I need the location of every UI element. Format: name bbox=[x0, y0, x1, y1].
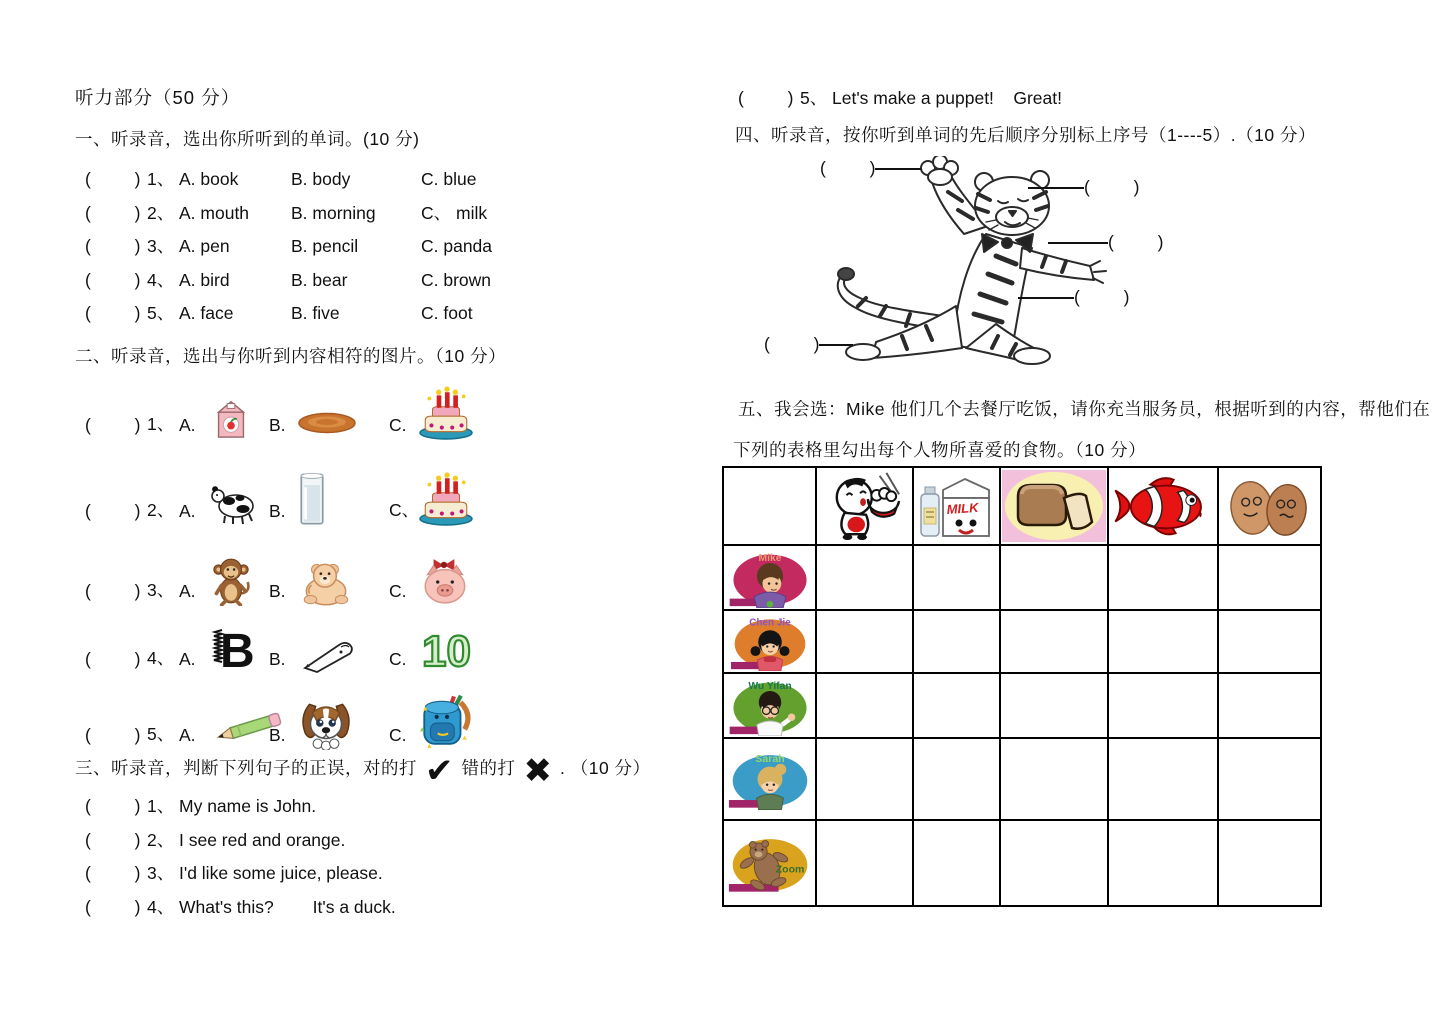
character-row-zoom bbox=[723, 820, 1321, 906]
answer-bracket: ( ) bbox=[85, 501, 141, 521]
option-b: B. pencil bbox=[291, 236, 359, 257]
item-number: 1、 bbox=[147, 796, 175, 816]
answer-bracket: ( ) bbox=[85, 303, 141, 324]
pointer-line bbox=[1048, 242, 1108, 244]
option-b: B. morning bbox=[291, 202, 376, 223]
birthday-cake-icon bbox=[419, 472, 473, 526]
option-a: A. pen bbox=[179, 236, 230, 257]
option-a: A. mouth bbox=[179, 202, 250, 223]
item-number: 3、 bbox=[147, 236, 175, 257]
food-fish-cell bbox=[1108, 467, 1218, 545]
svg-text:B: B bbox=[220, 625, 255, 674]
bear-icon bbox=[297, 560, 355, 606]
sentence: I see red and orange. bbox=[179, 829, 346, 850]
part3-item bbox=[85, 790, 685, 824]
answer-cell bbox=[1108, 545, 1218, 610]
part4-tiger-figure bbox=[760, 156, 1180, 396]
answer-cell bbox=[1108, 820, 1218, 906]
answer-bracket: ( ) bbox=[1108, 232, 1164, 252]
part1-item bbox=[85, 264, 685, 298]
answer-bracket: ( ) bbox=[1084, 177, 1140, 197]
answer-cell bbox=[816, 673, 913, 738]
tiger-blank-body bbox=[1018, 287, 1129, 308]
answer-cell bbox=[816, 738, 913, 820]
fish-icon bbox=[1111, 471, 1215, 541]
answer-cell bbox=[1000, 673, 1108, 738]
option-a-label: A. bbox=[179, 415, 196, 435]
tiger-blank-arm bbox=[1048, 232, 1163, 253]
option-a-label: A. bbox=[179, 649, 196, 669]
part2-heading: 二、听录音，选出与你听到内容相符的图片。（10 分） bbox=[75, 346, 507, 366]
option-c: C、 milk bbox=[421, 202, 488, 223]
answer-cell bbox=[1218, 738, 1321, 820]
answer-cell bbox=[1218, 673, 1321, 738]
part2-item bbox=[85, 364, 685, 442]
item-number: 2、 bbox=[147, 500, 175, 520]
item-number: 1、 bbox=[147, 169, 175, 189]
svg-text:10: 10 bbox=[422, 627, 471, 674]
cross-icon: ✖ bbox=[523, 752, 552, 790]
svg-text:MILK: MILK bbox=[945, 499, 979, 517]
part1-item bbox=[85, 230, 685, 264]
answer-bracket: ( ) bbox=[738, 88, 794, 108]
part5-heading-line1: 五、我会选：Mike 他们几个去餐厅吃饭，请你充当服务员，根据听到的内容，帮他们在 bbox=[738, 399, 1431, 419]
part1-items bbox=[85, 163, 685, 331]
section-title: 听力部分（50 分） bbox=[75, 87, 241, 108]
item-number: 2、 bbox=[147, 829, 175, 850]
option-a-label: A. bbox=[179, 581, 196, 601]
zoom-avatar bbox=[727, 824, 813, 902]
pig-icon bbox=[419, 556, 471, 606]
item-number: 2、 bbox=[147, 202, 175, 223]
answer-cell bbox=[1108, 610, 1218, 673]
answer-cell bbox=[816, 820, 913, 906]
svg-text:Wu Yifan: Wu Yifan bbox=[747, 680, 792, 692]
part1-item bbox=[85, 197, 685, 231]
food-rice-cell bbox=[816, 467, 913, 545]
milk-icon bbox=[917, 470, 997, 542]
option-c-label: C. bbox=[389, 415, 407, 435]
part2-item bbox=[85, 676, 685, 752]
part3-heading bbox=[75, 750, 715, 790]
option-b: B. five bbox=[291, 303, 340, 324]
answer-cell bbox=[913, 820, 1000, 906]
option-c-label: C. bbox=[389, 649, 407, 669]
tiger-blank-foot bbox=[764, 334, 853, 355]
sentence: I'd like some juice, please. bbox=[179, 863, 383, 884]
answer-cell bbox=[913, 673, 1000, 738]
answer-bracket: ( ) bbox=[85, 169, 141, 189]
answer-bracket: ( ) bbox=[1074, 287, 1130, 307]
option-c: C. blue bbox=[421, 169, 477, 189]
option-b-label: B. bbox=[269, 415, 286, 435]
answer-bracket: ( ) bbox=[85, 202, 141, 223]
character-row-wuyifan bbox=[723, 673, 1321, 738]
part5-heading-line2: 下列的表格里勾出每个人物所喜爱的食物。（10 分） bbox=[733, 440, 1147, 460]
answer-bracket: ( ) bbox=[85, 236, 141, 257]
answer-cell bbox=[913, 545, 1000, 610]
character-chenjie-cell bbox=[723, 610, 816, 673]
answer-cell bbox=[1108, 738, 1218, 820]
backpack-icon bbox=[419, 692, 473, 750]
character-row-sarah bbox=[723, 738, 1321, 820]
option-b: B. bear bbox=[291, 269, 348, 290]
part3-items bbox=[85, 790, 685, 924]
rice-icon bbox=[821, 470, 909, 542]
character-row-mike bbox=[723, 545, 1321, 610]
answer-cell bbox=[913, 738, 1000, 820]
tiger-blank-head bbox=[1028, 177, 1139, 198]
part3-item-5 bbox=[738, 82, 1378, 116]
option-b-label: B. bbox=[269, 725, 286, 745]
option-a-label: A. bbox=[179, 501, 196, 521]
answer-cell bbox=[1000, 820, 1108, 906]
answer-bracket: ( ) bbox=[85, 896, 141, 917]
character-row-chenjie bbox=[723, 610, 1321, 673]
option-c-label: C. bbox=[389, 581, 407, 601]
item-number: 3、 bbox=[147, 580, 175, 600]
pointer-line bbox=[875, 168, 921, 170]
option-b: B. body bbox=[291, 169, 351, 189]
item-number: 1、 bbox=[147, 414, 175, 434]
option-b-label: B. bbox=[269, 649, 286, 669]
item-number: 5、 bbox=[147, 303, 175, 324]
part3-heading-post: . （10 分） bbox=[560, 757, 651, 778]
bread-icon bbox=[1002, 470, 1106, 542]
character-sarah-cell bbox=[723, 738, 816, 820]
part1-item bbox=[85, 163, 685, 197]
answer-bracket: ( ) bbox=[85, 415, 141, 435]
option-c: C. foot bbox=[421, 303, 473, 324]
answer-bracket: ( ) bbox=[85, 269, 141, 290]
cow-icon bbox=[209, 482, 259, 526]
answer-cell bbox=[816, 545, 913, 610]
answer-bracket: ( ) bbox=[85, 796, 141, 816]
pointer-line bbox=[819, 344, 853, 346]
wu-yifan-avatar bbox=[727, 676, 813, 736]
svg-text:Zoom: Zoom bbox=[775, 863, 804, 876]
item-number: 5、 bbox=[800, 88, 828, 108]
part4-heading: 四、听录音，按你听到单词的先后顺序分别标上序号（1----5）.（10 分） bbox=[735, 125, 1316, 145]
option-a: A. face bbox=[179, 303, 234, 324]
letter-b-icon bbox=[209, 622, 255, 674]
food-bread-cell bbox=[1000, 467, 1108, 545]
pointer-line bbox=[1018, 297, 1074, 299]
item-number: 4、 bbox=[147, 269, 175, 290]
answer-cell bbox=[1000, 610, 1108, 673]
answer-cell bbox=[816, 610, 913, 673]
svg-text:Mike: Mike bbox=[758, 552, 781, 564]
part3-item bbox=[85, 857, 685, 891]
svg-text:Sarah: Sarah bbox=[754, 752, 785, 765]
milk-carton-icon bbox=[209, 394, 253, 440]
item-number: 3、 bbox=[147, 863, 175, 884]
option-c: C. panda bbox=[421, 236, 493, 257]
birthday-cake-icon bbox=[419, 386, 473, 440]
item-number: 4、 bbox=[147, 896, 175, 917]
option-a: A. book bbox=[179, 169, 239, 189]
chen-jie-avatar bbox=[727, 613, 813, 671]
answer-cell bbox=[913, 610, 1000, 673]
answer-bracket: ( ) bbox=[85, 829, 141, 850]
mike-avatar bbox=[727, 548, 813, 608]
pointer-line bbox=[1028, 187, 1084, 189]
part2-item bbox=[85, 442, 685, 528]
plate-icon bbox=[297, 412, 357, 434]
sarah-avatar bbox=[727, 742, 813, 816]
tiger-blank-hand bbox=[820, 158, 921, 179]
part2-item bbox=[85, 608, 685, 676]
answer-bracket: ( ) bbox=[85, 725, 141, 745]
answer-cell bbox=[1218, 545, 1321, 610]
answer-cell bbox=[1108, 673, 1218, 738]
pen-icon bbox=[297, 636, 363, 674]
part3-item bbox=[85, 891, 685, 925]
monkey-icon bbox=[209, 556, 253, 606]
sentence: Let's make a puppet! Great! bbox=[832, 88, 1062, 108]
part3-heading-pre: 三、听录音，判断下列句子的正误，对的打 bbox=[75, 757, 417, 778]
answer-cell bbox=[1000, 738, 1108, 820]
svg-text:Chen Jie: Chen Jie bbox=[748, 617, 791, 629]
answer-bracket: ( ) bbox=[820, 158, 876, 178]
part1-item bbox=[85, 297, 685, 331]
option-c-label: C. bbox=[389, 725, 407, 745]
part3-heading-mid: 错的打 bbox=[461, 757, 516, 778]
number-ten-icon bbox=[419, 626, 475, 674]
option-a: A. bird bbox=[179, 269, 230, 290]
item-number: 5、 bbox=[147, 724, 175, 744]
food-preference-table bbox=[722, 466, 1322, 907]
character-mike-cell bbox=[723, 545, 816, 610]
option-a-label: A. bbox=[179, 725, 196, 745]
answer-cell bbox=[1000, 545, 1108, 610]
item-number: 4、 bbox=[147, 648, 175, 668]
answer-bracket: ( ) bbox=[85, 581, 141, 601]
sentence: What's this? It's a duck. bbox=[179, 896, 396, 917]
character-wuyifan-cell bbox=[723, 673, 816, 738]
part3-item bbox=[85, 824, 685, 858]
corner-cell bbox=[723, 467, 816, 545]
part2-items bbox=[85, 364, 685, 752]
answer-cell bbox=[1218, 610, 1321, 673]
answer-bracket: ( ) bbox=[85, 863, 141, 884]
food-header-row bbox=[723, 467, 1321, 545]
eggs-icon bbox=[1222, 471, 1318, 541]
sentence: My name is John. bbox=[179, 796, 317, 816]
check-icon: ✔ bbox=[425, 752, 454, 790]
answer-bracket: ( ) bbox=[85, 649, 141, 669]
character-zoom-cell bbox=[723, 820, 816, 906]
option-c-label: C、 bbox=[389, 500, 420, 520]
food-eggs-cell bbox=[1218, 467, 1321, 545]
option-b-label: B. bbox=[269, 581, 286, 601]
part1-heading: 一、听录音，选出你所听到的单词。(10 分) bbox=[75, 129, 420, 149]
food-milk-cell bbox=[913, 467, 1000, 545]
part2-item bbox=[85, 528, 685, 608]
option-c: C. brown bbox=[421, 269, 492, 290]
option-b-label: B. bbox=[269, 501, 286, 521]
answer-cell bbox=[1218, 820, 1321, 906]
glass-of-water-icon bbox=[297, 472, 327, 526]
answer-bracket: ( ) bbox=[764, 334, 820, 354]
puppy-icon bbox=[297, 698, 355, 750]
